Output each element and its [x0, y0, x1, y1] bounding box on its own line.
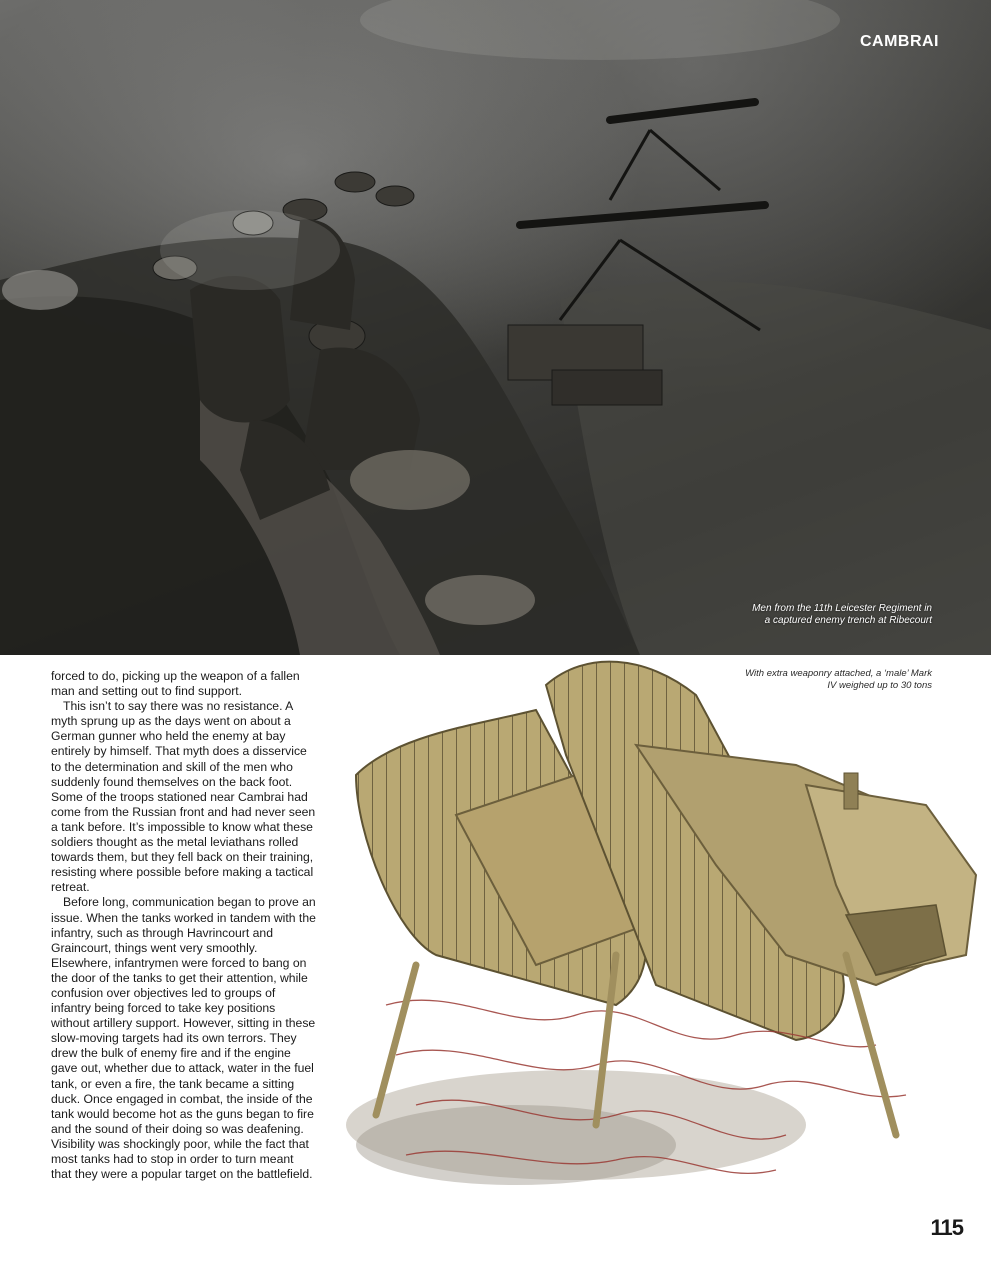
article-body — [51, 669, 317, 1182]
page-number: 115 — [930, 1215, 963, 1240]
illustration-caption: With extra weaponry attached, a ‘male’ Mark IV weighed up to 30 tons — [745, 668, 932, 691]
paragraph-3: Before long, communication began to prove an issue. When the tanks worked in tandem with the infantry, such as through Havrincourt and Graincourt, things went very smoothly. Elsewhere, infantrymen were forced to bang on the door of the tanks to get their attention, while confusion over objectives led to groups of infantry being forced to take key positions without artillery support. However, sitting in these slow-moving targets had its own terrors. They drew the bulk of enemy fire and if the engine gave out, whether due to attack, water in the fuel tank, or even a fire, the tank became a sitting duck. Once engaged in combat, the inside of the tank would become hot as the guns began to fire and the sound of their doing so was deafening. Visibility was shockingly poor, while the fact that most tanks had to stop in order to turn meant that they were a popular target on the battlefield. — [51, 895, 316, 1182]
paragraph-1: forced to do, picking up the weapon of a fallen man and setting out to find support. — [51, 669, 300, 699]
mark-iv-tank-drawing — [316, 655, 991, 1212]
paragraph-2: This isn’t to say there was no resistance. A myth sprung up as the days went on about a German gunner who held the enemy at bay entirely by himself. That myth does a disservice to the determination and skill of the men who suddenly found themselves on the back foot. Some of the troops stationed near Cambrai had come from the Russian front and had never seen a tank before. It’s impossible to know what these soldiers thought as the metal leviathans rolled towards them, but they fell back on their training, resisting where possible before making a tactical retreat. — [51, 699, 316, 895]
section-label: CAMBRAI — [859, 33, 939, 50]
photo-caption: Men from the 11th Leicester Regiment in a captured enemy trench at Ribecourt — [752, 603, 932, 626]
tank-illustration — [316, 655, 991, 1212]
